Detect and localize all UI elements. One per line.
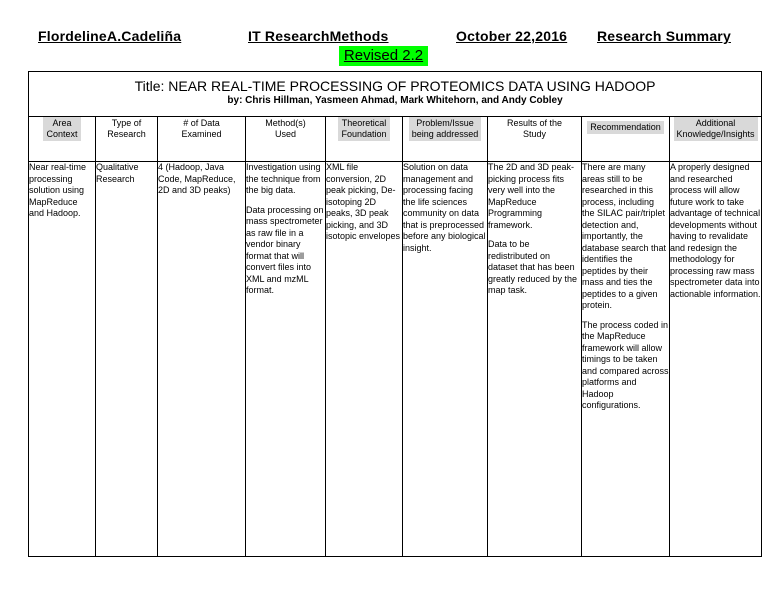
table-row <box>29 162 762 557</box>
column-label: Area Context <box>43 117 80 141</box>
col-header-type-of-research <box>96 117 158 162</box>
column-label: Additional Knowledge/Insights <box>674 117 758 141</box>
column-label: Theoretical Foundation <box>338 117 389 141</box>
col-header-additional-insights <box>670 117 762 162</box>
revision-label: Revised 2.2 <box>343 47 424 64</box>
column-label: Problem/Issue being addressed <box>409 117 482 141</box>
cell-type-of-research: Qualitative Research <box>96 162 158 557</box>
author-name: FlordelineA.Cadeliña <box>38 28 182 44</box>
column-label: # of Data Examined <box>181 118 222 139</box>
column-label: Recommendation <box>587 121 664 134</box>
paper-title-cell <box>29 72 762 117</box>
cell-area-context: Near real-time processing solution using MapReduce and Hadoop. <box>29 162 96 557</box>
revision-badge <box>339 46 428 66</box>
cell-results: The 2D and 3D peak-picking process fits very well into the MapReduce Programming framework. Data to be redistributed on dataset that has been greatly reduced by the map task. <box>488 162 582 557</box>
cell-recommendation: There are many areas still to be researched in this process, including the SILAC pair/triplet detection and, importantly, the database search that identifies the peptides by their mass and ties the peptides to a given protein. The process coded in the MapReduce framework will allow timings to be taken and compared across platforms and Hadoop configurations. <box>582 162 670 557</box>
cell-theoretical-foundation: XML file conversion, 2D peak picking, De-isotoping 2D peaks, 3D peak picking, and 3D isotopic envelopes <box>326 162 403 557</box>
course-name: IT ResearchMethods <box>248 28 389 44</box>
col-header-data-examined <box>158 117 246 162</box>
column-label: Results of the Study <box>506 118 563 139</box>
cell-data-examined: 4 (Hadoop, Java Code, MapReduce, 2D and 3D peaks) <box>158 162 246 557</box>
cell-methods: Investigation using the technique from the big data. Data processing on mass spectrometer as raw file in a vendor binary format that will convert files into XML and mzML format. <box>246 162 326 557</box>
research-summary-table <box>28 71 762 557</box>
cell-additional-insights: A properly designed and researched process will allow future work to take advantage of technical developments without having to revalidate and redesign the methodology for processing raw mass spectrometer data into actionable information. <box>670 162 762 557</box>
col-header-area-context <box>29 117 96 162</box>
document-date: October 22,2016 <box>456 28 568 44</box>
col-header-methods <box>246 117 326 162</box>
column-header-row <box>29 117 762 162</box>
col-header-theoretical-foundation <box>326 117 403 162</box>
column-label: Method(s) Used <box>265 118 306 139</box>
col-header-problem <box>403 117 488 162</box>
paper-title: Title: NEAR REAL-TIME PROCESSING OF PROTEOMICS DATA USING HADOOP <box>134 78 656 94</box>
column-label: Type of Research <box>107 118 146 139</box>
document-type: Research Summary <box>597 28 731 44</box>
col-header-recommendation <box>582 117 670 162</box>
col-header-results <box>488 117 582 162</box>
cell-problem: Solution on data management and processing facing the life sciences community on data that is preprocessed before any biological insight. <box>403 162 488 557</box>
paper-authors: by: Chris Hillman, Yasmeen Ahmad, Mark Whitehorn, and Andy Cobley <box>227 95 563 106</box>
